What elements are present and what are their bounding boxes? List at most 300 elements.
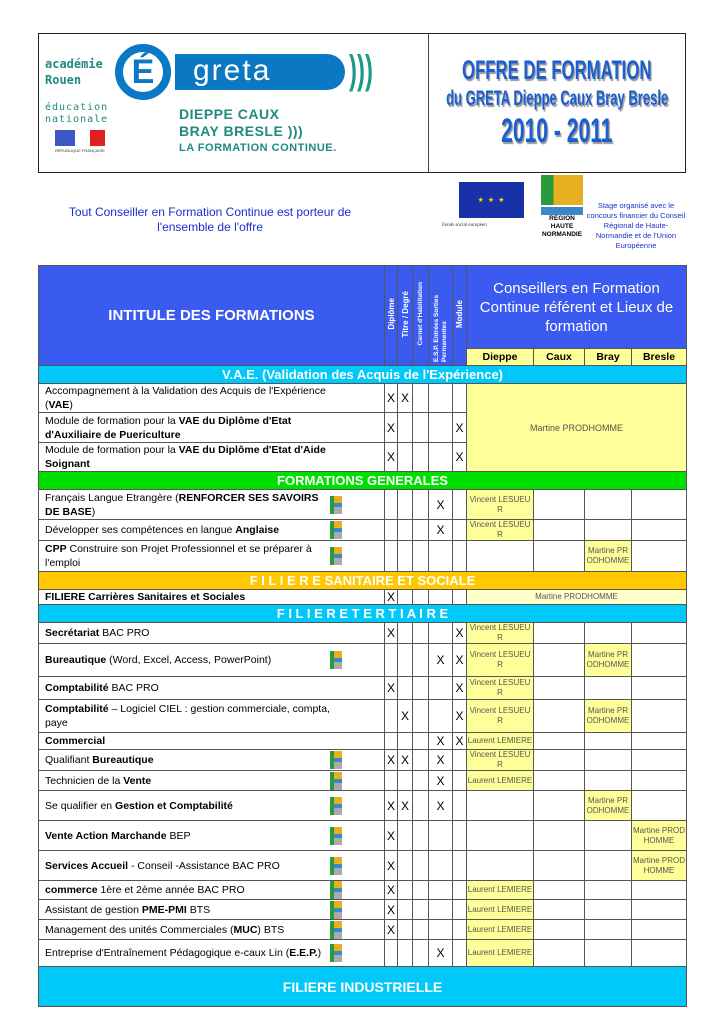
region-logo-icon: [330, 521, 342, 539]
formation-title-text: [45, 443, 342, 471]
title-segment: CPP: [45, 543, 67, 555]
formation-title-wrap: [45, 626, 384, 640]
type-mark: [385, 490, 398, 520]
type-mark: X: [385, 791, 398, 821]
location-caux: Caux: [534, 349, 585, 366]
conseillers-header: Conseillers en Formation Continue référent et Lieux de formation: [467, 266, 687, 349]
title-segment: Bureautique: [45, 654, 107, 666]
type-mark: [429, 677, 453, 700]
formation-title-text: [45, 774, 151, 788]
type-mark: [429, 384, 453, 413]
type-mark: [413, 733, 429, 750]
section-header: FORMATIONS GENERALES: [39, 472, 687, 490]
formation-title: [39, 733, 385, 750]
type-mark: [429, 590, 453, 605]
type-mark: [398, 443, 413, 472]
counselor-cell: [585, 940, 632, 967]
formation-title: [39, 590, 385, 605]
formation-title: [39, 821, 385, 851]
academie-line: Rouen: [45, 73, 82, 87]
title-segment: PME-PMI: [141, 903, 187, 916]
type-mark: X: [453, 733, 467, 750]
counselor-cell: Martine PRODHOMME: [585, 791, 632, 821]
title-segment: Anglaise: [235, 524, 280, 536]
formation-title-text: [45, 946, 321, 960]
type-mark: [413, 940, 429, 967]
formation-title-wrap: [45, 751, 384, 769]
counselor-cell: Vincent LESUEUR: [467, 490, 534, 520]
section-header: F I L I E R E SANITAIRE ET SOCIALE: [39, 572, 687, 590]
counselor-cell: [632, 900, 687, 920]
table-row: [39, 520, 687, 541]
type-header-label: Diplôme: [386, 298, 396, 330]
formation-title-wrap: [45, 797, 384, 815]
type-mark: [453, 821, 467, 851]
table-row: [39, 677, 687, 700]
counselor-cell: Vincent LESUEUR: [467, 520, 534, 541]
section-header: F I L I E R E T E R T I A I R E: [39, 605, 687, 623]
type-mark: [453, 771, 467, 791]
type-mark: [398, 520, 413, 541]
counselor-cell: [534, 940, 585, 967]
header-box: [38, 33, 686, 173]
type-mark: X: [453, 443, 467, 472]
counselor-cell: [632, 791, 687, 821]
counselor-cell: Laurent LEMIERE: [467, 881, 534, 900]
stage-note: Stage organisé avec le concours financier du Conseil Régional de Haute-Normandie et de l'Union Européenne: [586, 201, 686, 250]
type-mark: [398, 771, 413, 791]
counselor-cell: [632, 920, 687, 940]
formation-title-wrap: [45, 734, 384, 748]
type-mark: [385, 940, 398, 967]
formation-title-text: [45, 681, 159, 695]
type-mark: [398, 733, 413, 750]
type-mark: [413, 443, 429, 472]
counselor-cell: [467, 851, 534, 881]
table-row: [39, 881, 687, 900]
type-mark: X: [385, 900, 398, 920]
formation-title-text: [45, 384, 342, 412]
type-header-module: [453, 266, 467, 366]
title-column-header: INTITULE DES FORMATIONS: [39, 266, 385, 366]
counselor-cell: [585, 881, 632, 900]
formation-title-wrap: [45, 414, 384, 442]
type-mark: X: [398, 750, 413, 771]
formation-title-text: [45, 590, 245, 604]
greta-line: BRAY BRESLE ))): [179, 123, 304, 139]
counselor-cell: [585, 677, 632, 700]
type-header-titre: [398, 266, 413, 366]
type-mark: [413, 590, 429, 605]
title-segment: Qualifiant: [45, 754, 93, 766]
counselor-cell: [467, 541, 534, 572]
type-mark: [429, 541, 453, 572]
title-segment: Accompagnement à la Validation des Acquis de l'Expérience (: [45, 385, 326, 411]
title-segment: Module de formation pour la: [45, 414, 179, 427]
formation-title-wrap: [45, 521, 384, 539]
counselor-cell: [632, 771, 687, 791]
counselor-cell: Laurent LEMIERE: [467, 920, 534, 940]
greta-wordmark: greta: [175, 54, 345, 90]
title-segment: Se qualifier en: [45, 799, 116, 812]
formation-title-wrap: [45, 772, 384, 790]
type-mark: X: [429, 940, 453, 967]
counselor-cell: [534, 644, 585, 677]
counselor-cell: [632, 881, 687, 900]
title-segment: Vente Action Marchande: [45, 829, 167, 842]
type-mark: [453, 520, 467, 541]
type-mark: [413, 700, 429, 733]
title-segment: Comptabilité: [45, 682, 109, 694]
type-mark: [413, 520, 429, 541]
formation-title: [39, 750, 385, 771]
title-segment: BAC PRO: [108, 682, 159, 694]
counselor-cell: Vincent LESUEUR: [467, 677, 534, 700]
formation-title-wrap: [45, 590, 384, 604]
greta-subtitle: [179, 106, 337, 157]
table-row: [39, 733, 687, 750]
title-segment: Comptabilité: [45, 703, 109, 715]
title-segment: Services Accueil: [45, 859, 129, 872]
title-segment: E.E.P.: [289, 947, 318, 959]
conseiller-note: Tout Conseiller en Formation Continue est porteur de l'ensemble de l'offre: [68, 205, 352, 234]
type-header-diplome: [385, 266, 398, 366]
counselor-cell: Vincent LESUEUR: [467, 700, 534, 733]
region-logo-icon: [330, 901, 342, 919]
table-row: [39, 590, 687, 605]
formation-title: [39, 771, 385, 791]
region-logo-icon: [330, 881, 342, 899]
type-mark: X: [429, 771, 453, 791]
type-mark: [385, 520, 398, 541]
formation-title-wrap: [45, 542, 384, 570]
formation-title: [39, 940, 385, 967]
greta-line: DIEPPE CAUX: [179, 106, 280, 122]
counselor-cell: [467, 821, 534, 851]
type-mark: X: [398, 791, 413, 821]
counselor-cell: [585, 520, 632, 541]
counselor-cell: [585, 750, 632, 771]
formation-title: [39, 623, 385, 644]
academie-line: académie: [45, 57, 103, 71]
title-segment: Technicien de la: [45, 774, 124, 787]
table-row: [39, 490, 687, 520]
table-row: [39, 750, 687, 771]
region-logo-icon: [330, 651, 342, 669]
section-band: [39, 572, 687, 590]
counselor-cell: [632, 677, 687, 700]
counselor-cell: [534, 881, 585, 900]
type-mark: [413, 791, 429, 821]
table-row: [39, 700, 687, 733]
counselor-cell: Martine PRODHOMME: [632, 821, 687, 851]
type-mark: X: [429, 791, 453, 821]
type-mark: [453, 851, 467, 881]
type-mark: [385, 771, 398, 791]
type-mark: [398, 821, 413, 851]
formation-title-wrap: [45, 384, 384, 412]
formation-title-wrap: [45, 857, 384, 875]
type-mark: X: [429, 520, 453, 541]
location-dieppe: Dieppe: [467, 349, 534, 366]
title-segment: Commercial: [45, 735, 106, 747]
title-segment: Français Langue Etrangère (: [45, 491, 179, 504]
counselor-cell: [534, 851, 585, 881]
section-header: FILIERE INDUSTRIELLE: [39, 967, 687, 1007]
counselor-cell: [632, 940, 687, 967]
title-segment: Module de formation pour la: [45, 444, 179, 456]
type-mark: X: [385, 677, 398, 700]
marianne-flag-icon: [55, 130, 105, 146]
counselor-cell: [534, 821, 585, 851]
counselor-cell: [467, 791, 534, 821]
type-mark: [398, 851, 413, 881]
type-mark: [413, 384, 429, 413]
type-mark: X: [398, 384, 413, 413]
type-mark: [453, 590, 467, 605]
region-logo-icon: [330, 944, 342, 962]
type-mark: [429, 413, 453, 443]
counselor-cell: Laurent LEMIERE: [467, 733, 534, 750]
formation-title-wrap: [45, 881, 384, 899]
title-segment: Assistant de gestion: [45, 903, 142, 916]
type-mark: [429, 920, 453, 940]
title-segment: BEP: [166, 829, 191, 842]
type-mark: X: [385, 590, 398, 605]
type-mark: X: [385, 851, 398, 881]
counselor-cell: [585, 733, 632, 750]
title-segment: - Conseil -Assistance BAC PRO: [128, 859, 280, 872]
type-mark: [398, 490, 413, 520]
type-mark: X: [385, 413, 398, 443]
type-mark: X: [385, 920, 398, 940]
formation-title: [39, 413, 385, 443]
eu-flag-icon: ★ ★ ★: [459, 182, 524, 218]
formation-title: [39, 644, 385, 677]
title-segment: Bureautique: [92, 754, 154, 766]
counselor-cell: [585, 490, 632, 520]
counselor-cell: [534, 733, 585, 750]
region-haute-normandie-logo: [541, 175, 583, 245]
education-nationale-text: [45, 102, 108, 126]
academie-logo-text: [45, 56, 103, 88]
type-mark: [398, 900, 413, 920]
title-segment: MUC: [233, 923, 258, 936]
counselor-cell: [632, 520, 687, 541]
title-segment: VAE du Diplôme d'Etat d'Auxiliaire de Puericulture: [45, 414, 292, 441]
type-mark: X: [385, 881, 398, 900]
region-logo-icon: [330, 797, 342, 815]
type-mark: [453, 881, 467, 900]
region-logo-icon: [330, 751, 342, 769]
counselor-cell: [534, 490, 585, 520]
formation-title: [39, 384, 385, 413]
formation-title-text: [45, 883, 245, 897]
section-band: [39, 472, 687, 490]
type-mark: [429, 821, 453, 851]
type-mark: [398, 677, 413, 700]
formation-title: [39, 791, 385, 821]
counselor-cell: [585, 900, 632, 920]
title-segment: RENFORCER SES SAVOIRS DE BASE: [45, 491, 319, 518]
formation-title: [39, 700, 385, 733]
type-mark: [453, 541, 467, 572]
counselor-cell: [585, 821, 632, 851]
type-mark: [413, 623, 429, 644]
e-logo-icon: É: [115, 44, 171, 100]
section-band: [39, 967, 687, 1007]
formation-title-wrap: [45, 681, 384, 695]
formation-title: [39, 881, 385, 900]
formation-title: [39, 520, 385, 541]
greta-logo: [39, 34, 429, 172]
parentheses-icon: ))): [349, 48, 373, 92]
counselor-cell: [534, 920, 585, 940]
counselor-cell: Martine PRODHOMME: [632, 851, 687, 881]
title-segment: ): [91, 505, 96, 518]
title-segment: Construire son Projet Professionnel et se préparer à l'emploi: [45, 543, 312, 569]
title-segment: BAC PRO: [99, 627, 150, 639]
counselor-cell: [534, 623, 585, 644]
title-segment: Gestion et Comptabilité: [115, 799, 233, 812]
type-mark: [398, 920, 413, 940]
title-segment: BTS: [186, 903, 211, 916]
counselor-cell: [534, 700, 585, 733]
title-segment: ): [69, 399, 73, 411]
title-segment: ) BTS: [257, 923, 285, 936]
title-segment: ): [317, 947, 322, 959]
formation-title-wrap: [45, 921, 384, 939]
formation-title-text: [45, 491, 330, 519]
region-logo-icon: [330, 496, 342, 514]
counselor-cell: [585, 771, 632, 791]
title-line: OFFRE DE FORMATION: [462, 54, 652, 85]
formation-title-text: [45, 753, 154, 767]
type-mark: [413, 677, 429, 700]
type-mark: [429, 881, 453, 900]
table-row: [39, 541, 687, 572]
type-mark: X: [385, 384, 398, 413]
title-segment: (Word, Excel, Access, PowerPoint): [106, 654, 272, 666]
type-mark: [413, 851, 429, 881]
title-segment: 1ère et 2ème année BAC PRO: [97, 884, 245, 896]
counselor-cell: [632, 644, 687, 677]
counselor-cell: [534, 900, 585, 920]
formation-title-text: [45, 523, 279, 537]
region-logo-icon: [330, 827, 342, 845]
type-mark: [413, 771, 429, 791]
counselor-cell: [632, 623, 687, 644]
title-segment: VAE: [48, 399, 70, 411]
type-mark: [429, 700, 453, 733]
formation-title-wrap: [45, 491, 384, 519]
location-bresle: Bresle: [632, 349, 687, 366]
counselor-cell: Vincent LESUEUR: [467, 750, 534, 771]
type-mark: [429, 623, 453, 644]
formation-title-text: [45, 653, 271, 667]
counselor-cell: Martine PRODHOMME: [585, 541, 632, 572]
title-segment: commerce: [45, 884, 98, 896]
type-mark: X: [429, 750, 453, 771]
type-mark: X: [453, 677, 467, 700]
greta-line: LA FORMATION CONTINUE.: [179, 142, 337, 154]
type-mark: X: [385, 443, 398, 472]
type-header-label: Module: [455, 300, 464, 328]
section-band: [39, 366, 687, 384]
section-band: [39, 605, 687, 623]
formation-title-text: [45, 734, 105, 748]
title-segment: Vente: [123, 774, 152, 787]
section-header: V.A.E. (Validation des Acquis de l'Expérience): [39, 366, 687, 384]
type-mark: [385, 733, 398, 750]
type-header-label: E.S.P. Entrées Sorties Permanentes: [432, 294, 448, 362]
title-segment: Management des unités Commerciales (: [45, 923, 234, 936]
formations-table: [38, 265, 687, 1007]
formation-title: [39, 677, 385, 700]
type-mark: [429, 443, 453, 472]
location-bray: Bray: [585, 349, 632, 366]
counselor-cell: Martine PRODHOMME: [585, 644, 632, 677]
formation-title-wrap: [45, 702, 384, 730]
type-mark: X: [385, 821, 398, 851]
region-logo-icon: [330, 857, 342, 875]
counselor-cell: [632, 490, 687, 520]
title-segment: Entreprise d'Entraînement Pédagogique e-caux Lin (: [45, 947, 290, 959]
type-mark: X: [385, 750, 398, 771]
formation-title-text: [45, 903, 210, 917]
type-mark: [413, 920, 429, 940]
table-row: [39, 920, 687, 940]
counselor-cell: Vincent LESUEUR: [467, 623, 534, 644]
title-segment: – Logiciel CIEL : gestion commerciale, compta, paye: [45, 703, 330, 729]
counselor-cell: [585, 623, 632, 644]
formation-title-text: [45, 542, 330, 570]
formation-title-text: [45, 859, 280, 873]
type-mark: X: [429, 490, 453, 520]
type-mark: [413, 490, 429, 520]
type-mark: [453, 490, 467, 520]
type-mark: [398, 881, 413, 900]
type-mark: [413, 900, 429, 920]
formation-title-wrap: [45, 443, 384, 471]
type-mark: [453, 940, 467, 967]
type-mark: [453, 384, 467, 413]
counselor-cell: Vincent LESUEUR: [467, 644, 534, 677]
table-row: [39, 940, 687, 967]
type-mark: [413, 413, 429, 443]
type-mark: [385, 700, 398, 733]
type-mark: [453, 920, 467, 940]
region-logo-icon: [330, 547, 342, 565]
type-header-label: Titre / Degré: [400, 290, 410, 338]
formation-title-text: [45, 829, 191, 843]
title-segment: Secrétariat: [45, 627, 100, 639]
type-mark: [398, 623, 413, 644]
counselor-cell: Laurent LEMIERE: [467, 900, 534, 920]
type-mark: X: [429, 644, 453, 677]
title-segment: FILIERE Carrières Sanitaires et Sociales: [45, 591, 246, 603]
formation-title-wrap: [45, 827, 384, 845]
type-mark: X: [453, 413, 467, 443]
type-mark: [398, 413, 413, 443]
counselor-cell: [534, 541, 585, 572]
counselor-cell: Laurent LEMIERE: [467, 771, 534, 791]
title-segment: Développer ses compétences en langue: [45, 524, 236, 536]
type-mark: [385, 541, 398, 572]
counselor-cell: [632, 541, 687, 572]
counselor-cell: [585, 920, 632, 940]
type-mark: [398, 541, 413, 572]
